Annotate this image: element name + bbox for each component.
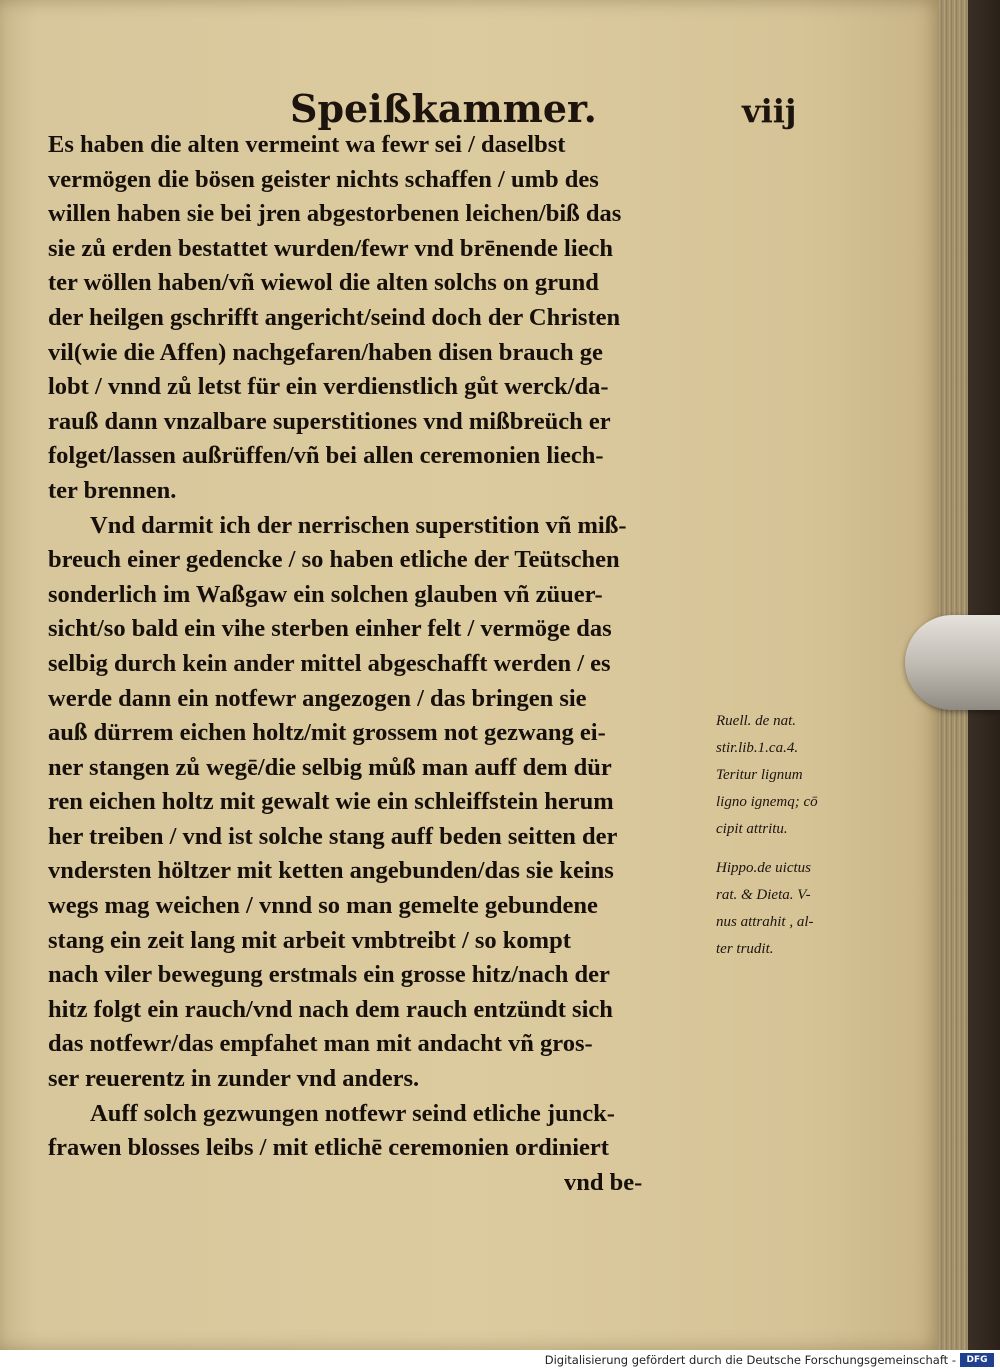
running-head	[0, 78, 940, 131]
text-line: rauß dann vnzalbare superstitiones vnd mißbreüch er	[48, 407, 611, 435]
text-line: folget/lassen außrüffen/vñ bei allen ceremonien liech-	[48, 442, 604, 470]
text-line: ren eichen holtz mit gewalt wie ein schleiffstein herum	[48, 788, 614, 816]
margin-note-line: Ruell. de nat.	[716, 713, 796, 729]
margin-note-line: stir.lib.1.ca.4.	[716, 740, 799, 756]
text-line: Vnd darmit ich der nerrischen superstition vñ miß-	[90, 511, 627, 539]
margin-note-line: cipit attritu.	[716, 821, 788, 837]
text-line: selbig durch kein ander mittel abgeschafft werden / es	[48, 649, 611, 677]
text-line: breuch einer gedencke / so haben etliche der Teütschen	[48, 546, 620, 574]
margin-note-line: ter trudit.	[716, 941, 774, 957]
body-text	[48, 128, 738, 1200]
text-line: ter brennen.	[48, 476, 177, 504]
dfg-logo: DFG	[960, 1353, 994, 1367]
margin-note-line: nus attrahit , al-	[716, 914, 814, 930]
catchword: vnd be-	[564, 1168, 643, 1196]
text-line: sicht/so bald ein vihe sterben einher felt / vermöge das	[48, 615, 612, 643]
text-line: werde dann ein notfewr angezogen / das bringen sie	[48, 684, 587, 712]
text-line: auß dürrem eichen holtz/mit grossem not gezwang ei-	[48, 719, 606, 747]
margin-note	[716, 855, 856, 963]
running-head-title: Speißkammer.	[290, 86, 597, 131]
text-line: ser reuerentz in zunder vnd anders.	[48, 1065, 420, 1093]
funding-credit: Digitalisierung gefördert durch die Deutsche Forschungsgemeinschaft -	[544, 1353, 956, 1367]
text-line: wegs mag weichen / vnnd so man gemelte gebundene	[48, 892, 598, 920]
text-line: vermögen die bösen geister nichts schaffen / umb des	[48, 165, 599, 193]
text-line: stang ein zeit lang mit arbeit vmbtreibt / so kompt	[48, 926, 571, 954]
margin-note-line: ligno ignemq; cō	[716, 794, 818, 810]
text-line: ner stangen zů wegē/die selbig můß man auff dem dür	[48, 753, 612, 781]
text-line: sonderlich im Waßgaw ein solchen glauben vñ züuer-	[48, 580, 603, 608]
text-line: frawen blosses leibs / mit etlichē ceremonien ordiniert	[48, 1134, 609, 1162]
text-line: willen haben sie bei jren abgestorbenen leichen/biß das	[48, 200, 622, 228]
text-line: lobt / vnnd zů letst für ein verdienstlich gůt werck/da-	[48, 373, 609, 401]
folio-number: viij	[742, 92, 797, 130]
text-line: ter wöllen haben/vñ wiewol die alten solchs on grund	[48, 269, 599, 297]
text-line: Es haben die alten vermeint wa fewr sei / daselbst	[48, 131, 566, 158]
text-line: Auff solch gezwungen notfewr seind etliche junck-	[90, 1099, 615, 1127]
marginal-notes	[716, 708, 856, 975]
text-line: nach viler bewegung erstmals ein grosse hitz/nach der	[48, 961, 610, 989]
footer-bar	[0, 1350, 1000, 1370]
page-clamp	[905, 615, 1000, 710]
text-line: sie zů erden bestattet wurden/fewr vnd brēnende liech	[48, 234, 614, 262]
margin-note-line: Hippo.de uictus	[716, 860, 811, 876]
text-line: vndersten höltzer mit ketten angebunden/das sie keins	[48, 857, 614, 885]
text-line: hitz folgt ein rauch/vnd nach dem rauch entzündt sich	[48, 995, 613, 1023]
margin-note	[716, 708, 856, 843]
text-line: her treiben / vnd ist solche stang auff beden seitten der	[48, 822, 618, 850]
text-line: der heilgen gschrifft angericht/seind doch der Christen	[48, 303, 621, 331]
text-line: das notfewr/das empfahet man mit andacht vñ gros-	[48, 1030, 593, 1058]
text-line: vil(wie die Affen) nachgefaren/haben disen brauch ge	[48, 338, 603, 366]
margin-note-line: Teritur lignum	[716, 767, 803, 783]
margin-note-line: rat. & Dieta. V-	[716, 887, 811, 903]
